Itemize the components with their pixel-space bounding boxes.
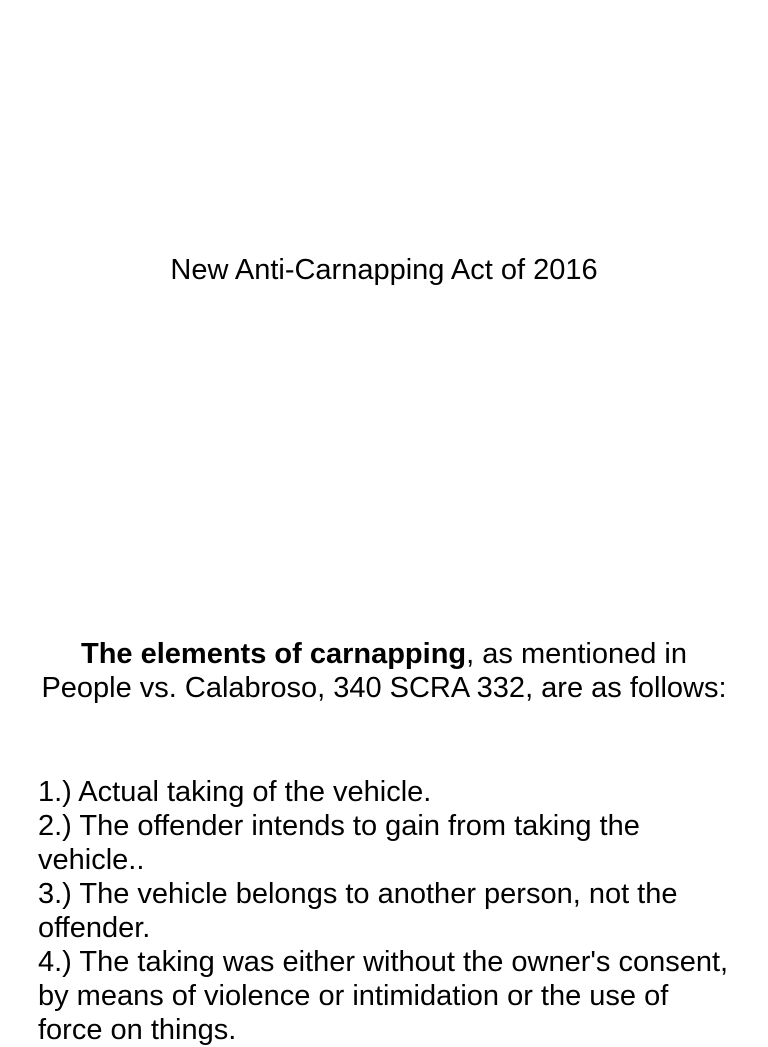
list-item: 1.) Actual taking of the vehicle. xyxy=(38,776,432,808)
page-title: New Anti-Carnapping Act of 2016 xyxy=(170,254,598,286)
intro-bold-heading: The elements of carnapping xyxy=(81,638,467,670)
list-item: 3.) The vehicle belongs to another person, not the offender. xyxy=(38,878,678,944)
intro-paragraph xyxy=(40,637,728,705)
list-item: 2.) The offender intends to gain from taking the vehicle.. xyxy=(38,810,640,876)
intro-text: , as mentioned in People vs. Calabroso, 340 SCRA 332, are as follows: xyxy=(41,638,727,704)
list-item: 4.) The taking was either without the owner's consent, by means of violence or intimidation or the use of force on things. xyxy=(38,946,729,1046)
elements-list xyxy=(38,775,738,1047)
